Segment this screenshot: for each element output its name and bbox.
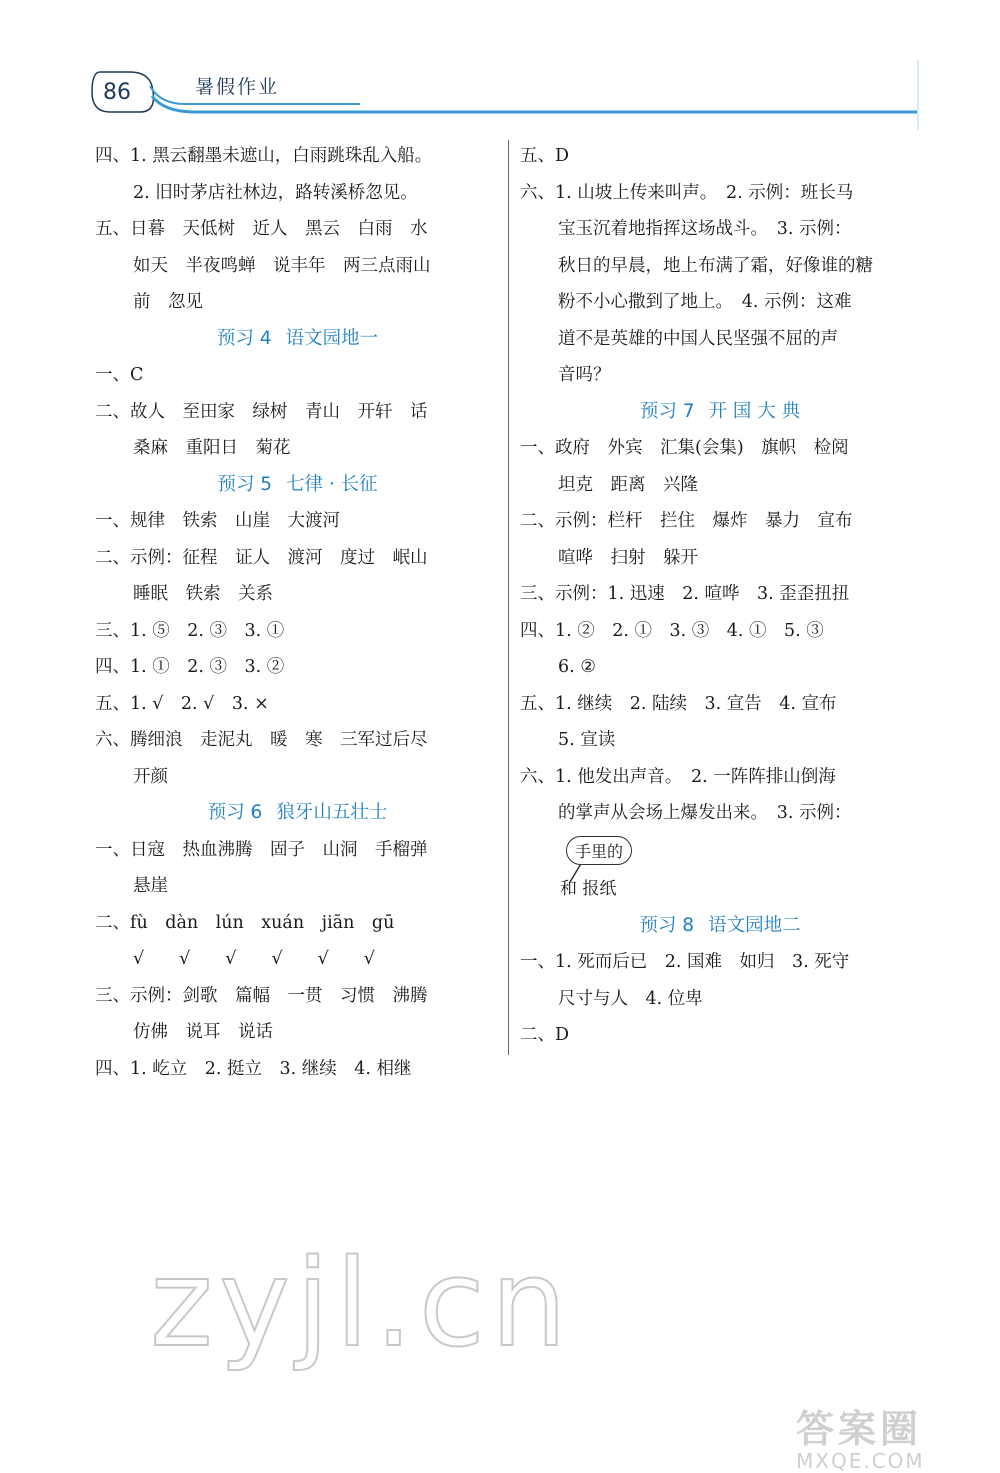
header-rule-graphic bbox=[0, 0, 1000, 130]
answer-line: 桑麻 重阳日 菊花 bbox=[133, 438, 291, 458]
answer-line: 六、1. 他发出声音。 2. 一阵阵排山倒海 bbox=[520, 766, 836, 787]
answer-line: 三、1. ⑤ 2. ③ 3. ① bbox=[95, 620, 285, 641]
answer-line: 四、1. 黑云翻墨未遮山，白雨跳珠乱入船。 bbox=[95, 146, 433, 166]
section-title: 语文园地二 bbox=[708, 914, 801, 936]
answer-line: 四、1. 屹立 2. 挺立 3. 继续 4. 相继 bbox=[95, 1058, 412, 1079]
section-heading bbox=[95, 795, 500, 832]
answer-line: √ √ √ √ √ √ bbox=[133, 949, 375, 969]
section-title: 开 国 大 典 bbox=[708, 400, 801, 422]
left-column bbox=[95, 138, 500, 1087]
answer-line: 四、1. ① 2. ③ 3. ② bbox=[95, 657, 285, 677]
answer-line: 二、fù dàn lún xuán jiān gū bbox=[95, 912, 395, 933]
answer-line: 喧哗 扫射 躲开 bbox=[558, 547, 698, 568]
section-heading bbox=[95, 467, 500, 504]
answer-line: 的掌声从会场上爆发出来。 3. 示例： bbox=[558, 803, 852, 823]
watermark: zyjl.cn bbox=[150, 1235, 573, 1374]
corner-watermark-url: MXQE.COM bbox=[796, 1449, 925, 1473]
answer-line: 二、故人 至田家 绿树 青山 开轩 话 bbox=[95, 401, 428, 422]
diagram-text: 和 报纸 bbox=[560, 878, 617, 899]
page-number: 86 bbox=[103, 79, 131, 105]
answer-line: 三、示例：1. 迅速 2. 喧哗 3. 歪歪扭扭 bbox=[520, 584, 850, 604]
answer-line: 5. 宣读 bbox=[558, 730, 616, 750]
answer-line: 五、D bbox=[520, 146, 570, 166]
column-divider bbox=[508, 140, 509, 1055]
answer-line: 二、示例：栏杆 拦住 爆炸 暴力 宣布 bbox=[520, 511, 853, 531]
answer-line: 三、示例：剑歌 篇幅 一贯 习惯 沸腾 bbox=[95, 985, 428, 1006]
answer-line: 一、日寇 热血沸腾 固子 山洞 手榴弹 bbox=[95, 839, 428, 860]
answer-line: 前 忽见 bbox=[133, 292, 203, 312]
section-title: 狼牙山五壮士 bbox=[276, 802, 388, 823]
answer-line: 睡眠 铁索 关系 bbox=[133, 584, 273, 604]
answer-line: 尺寸与人 4. 位卑 bbox=[558, 988, 703, 1009]
answer-line: 六、腾细浪 走泥丸 暖 寒 三军过后尽 bbox=[95, 730, 428, 750]
answer-line: 秋日的早晨，地上布满了霜，好像谁的糖 bbox=[558, 255, 873, 276]
answer-line: 开颜 bbox=[133, 766, 168, 787]
answer-line: 2. 旧时茅店社林边，路转溪桥忽见。 bbox=[133, 182, 418, 203]
answer-line: 五、1. 继续 2. 陆续 3. 宣告 4. 宣布 bbox=[520, 693, 837, 714]
section-label: 预习 5 bbox=[217, 473, 272, 495]
section-title: 语文园地一 bbox=[285, 327, 379, 349]
page-header bbox=[0, 0, 1000, 130]
answer-line: 一、规律 铁索 山崖 大渡河 bbox=[95, 511, 340, 531]
diagram-bubble: 手里的 bbox=[566, 836, 632, 865]
section-title: 七律 · 长征 bbox=[286, 473, 378, 495]
answer-line: 二、示例：征程 证人 渡河 度过 岷山 bbox=[95, 547, 428, 568]
answer-line: 一、政府 外宾 汇集(会集) 旗帜 检阅 bbox=[520, 438, 849, 458]
answer-line: 悬崖 bbox=[133, 876, 168, 896]
corner-watermark bbox=[796, 1398, 925, 1473]
answer-line: 五、1. √ 2. √ 3. × bbox=[95, 693, 269, 714]
answer-line: 如天 半夜鸣蝉 说丰年 两三点雨山 bbox=[133, 255, 431, 276]
answer-line: 粉不小心撒到了地上。 4. 示例：这难 bbox=[558, 292, 852, 312]
section-heading bbox=[95, 321, 500, 358]
section-label: 预习 8 bbox=[639, 914, 695, 936]
section-label: 预习 4 bbox=[216, 327, 272, 349]
answer-line: 仿佛 说耳 说话 bbox=[133, 1022, 273, 1042]
header-title: 暑假作业 bbox=[195, 76, 280, 98]
corner-watermark-logo: 答案圈 bbox=[796, 1407, 923, 1451]
right-column bbox=[520, 138, 920, 1054]
answer-line: 音吗？ bbox=[558, 365, 611, 385]
answer-line: 道不是英雄的中国人民坚强不屈的声 bbox=[558, 328, 838, 349]
answer-line: 六、1. 山坡上传来叫声。 2. 示例：班长马 bbox=[520, 182, 854, 203]
answer-line: 五、日暮 天低树 近人 黑云 白雨 水 bbox=[95, 219, 428, 239]
answer-line: 宝玉沉着地指挥这场战斗。 3. 示例： bbox=[558, 219, 852, 239]
answer-diagram bbox=[520, 832, 920, 908]
answer-line: 一、1. 死而后已 2. 国难 如归 3. 死守 bbox=[520, 952, 850, 972]
answer-line: 二、D bbox=[520, 1025, 570, 1045]
answer-line: 6. ② bbox=[558, 657, 596, 677]
answer-line: 四、1. ② 2. ① 3. ③ 4. ① 5. ③ bbox=[520, 620, 824, 641]
answer-line: 一、C bbox=[95, 365, 144, 385]
section-heading bbox=[520, 394, 920, 431]
section-label: 预习 7 bbox=[639, 400, 695, 422]
section-label: 预习 6 bbox=[207, 802, 263, 823]
answer-line: 坦克 距离 兴隆 bbox=[558, 474, 698, 495]
section-heading bbox=[520, 908, 920, 945]
